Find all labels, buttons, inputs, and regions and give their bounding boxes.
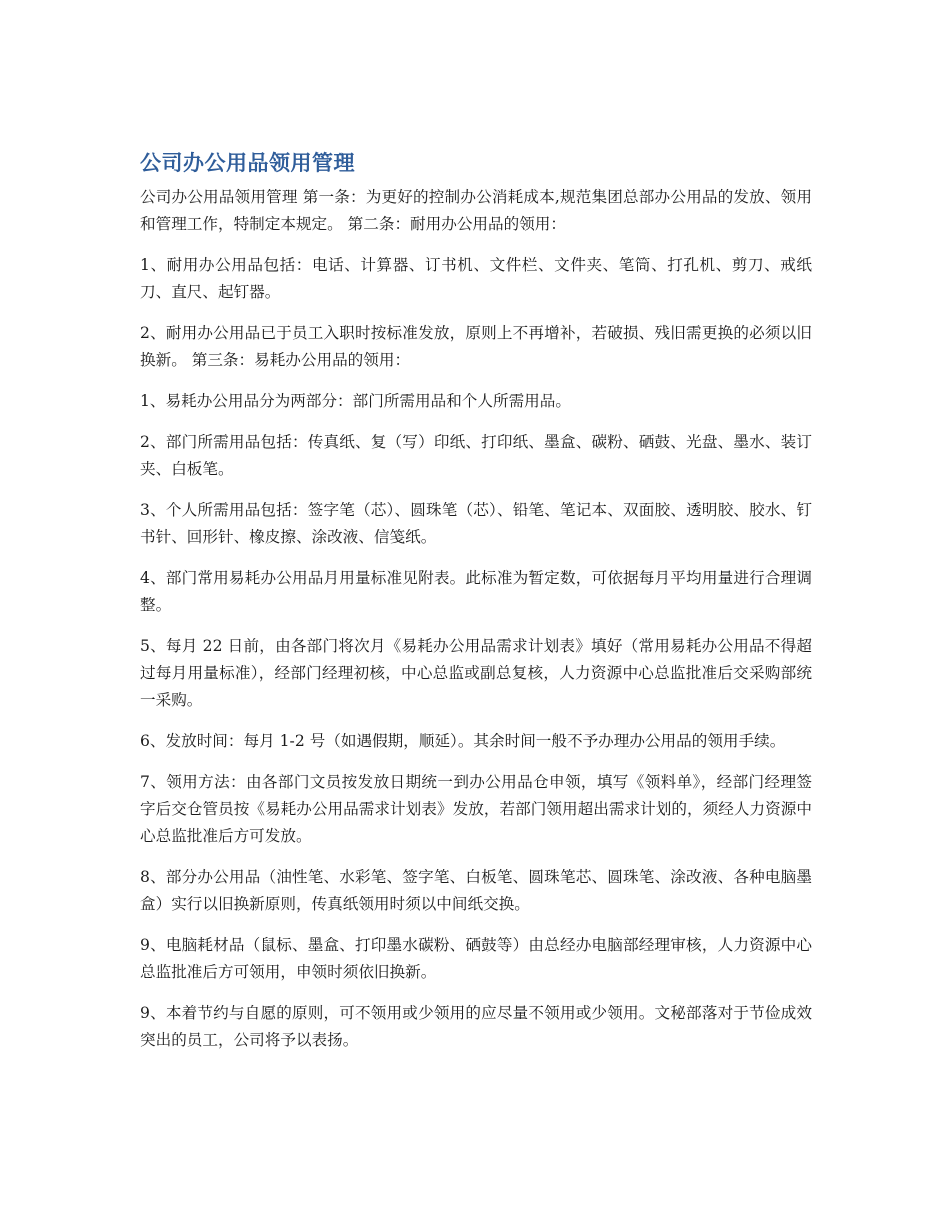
paragraph-consumable-4: 4、部门常用易耗办公用品月用量标准见附表。此标准为暂定数，可依据每月平均用量进行合理调整。: [140, 569, 812, 614]
paragraph-consumable-9b: 9、本着节约与自愿的原则，可不领用或少领用的应尽量不领用或少领用。文秘部落对于节俭成效突出的员工，公司将予以表扬。: [140, 1004, 812, 1049]
paragraph-consumable-9: 9、电脑耗材品（鼠标、墨盒、打印墨水碳粉、硒鼓等）由总经办电脑部经理审核，人力资源中心总监批准后方可领用，申领时须依旧换新。: [140, 936, 812, 981]
paragraph-consumable-6: 6、发放时间：每月 1-2 号（如遇假期，顺延）。其余时间一般不予办理办公用品的领用手续。: [140, 732, 786, 750]
paragraph-consumable-3: 3、个人所需用品包括：签字笔（芯）、圆珠笔（芯）、铅笔、笔记本、双面胶、透明胶、胶水、钉书针、回形针、橡皮擦、涂改液、信笺纸。: [140, 501, 812, 546]
paragraph-consumable-7: 7、领用方法：由各部门文员按发放日期统一到办公用品仓申领，填写《领料单》，经部门经理签字后交仓管员按《易耗办公用品需求计划表》发放，若部门领用超出需求计划的，须经人力资源中心总监批准后方可发放。: [140, 773, 812, 845]
document-page: [140, 148, 812, 1068]
document-title: 公司办公用品领用管理: [140, 151, 355, 175]
paragraph-consumable-2: 2、部门所需用品包括：传真纸、复（写）印纸、打印纸、墨盒、碳粉、硒鼓、光盘、墨水、装订夹、白板笔。: [140, 433, 812, 478]
paragraph-intro: 公司办公用品领用管理 第一条：为更好的控制办公消耗成本,规范集团总部办公用品的发放、领用和管理工作，特制定本规定。 第二条：耐用办公用品的领用：: [140, 188, 812, 233]
paragraph-consumable-5: 5、每月 22 日前，由各部门将次月《易耗办公用品需求计划表》填好（常用易耗办公用品不得超过每月用量标准），经部门经理初核，中心总监或副总复核，人力资源中心总监批准后交采购部统一采购。: [140, 637, 812, 709]
paragraph-durable-2: 2、耐用办公用品已于员工入职时按标准发放，原则上不再增补，若破损、残旧需更换的必须以旧换新。 第三条：易耗办公用品的领用：: [140, 324, 812, 369]
paragraph-consumable-1: 1、易耗办公用品分为两部分：部门所需用品和个人所需用品。: [140, 392, 571, 410]
paragraph-consumable-8: 8、部分办公用品（油性笔、水彩笔、签字笔、白板笔、圆珠笔芯、圆珠笔、涂改液、各种电脑墨盒）实行以旧换新原则，传真纸领用时须以中间纸交换。: [140, 868, 812, 913]
paragraph-durable-1: 1、耐用办公用品包括：电话、计算器、订书机、文件栏、文件夹、笔筒、打孔机、剪刀、戒纸刀、直尺、起钉器。: [140, 256, 812, 301]
